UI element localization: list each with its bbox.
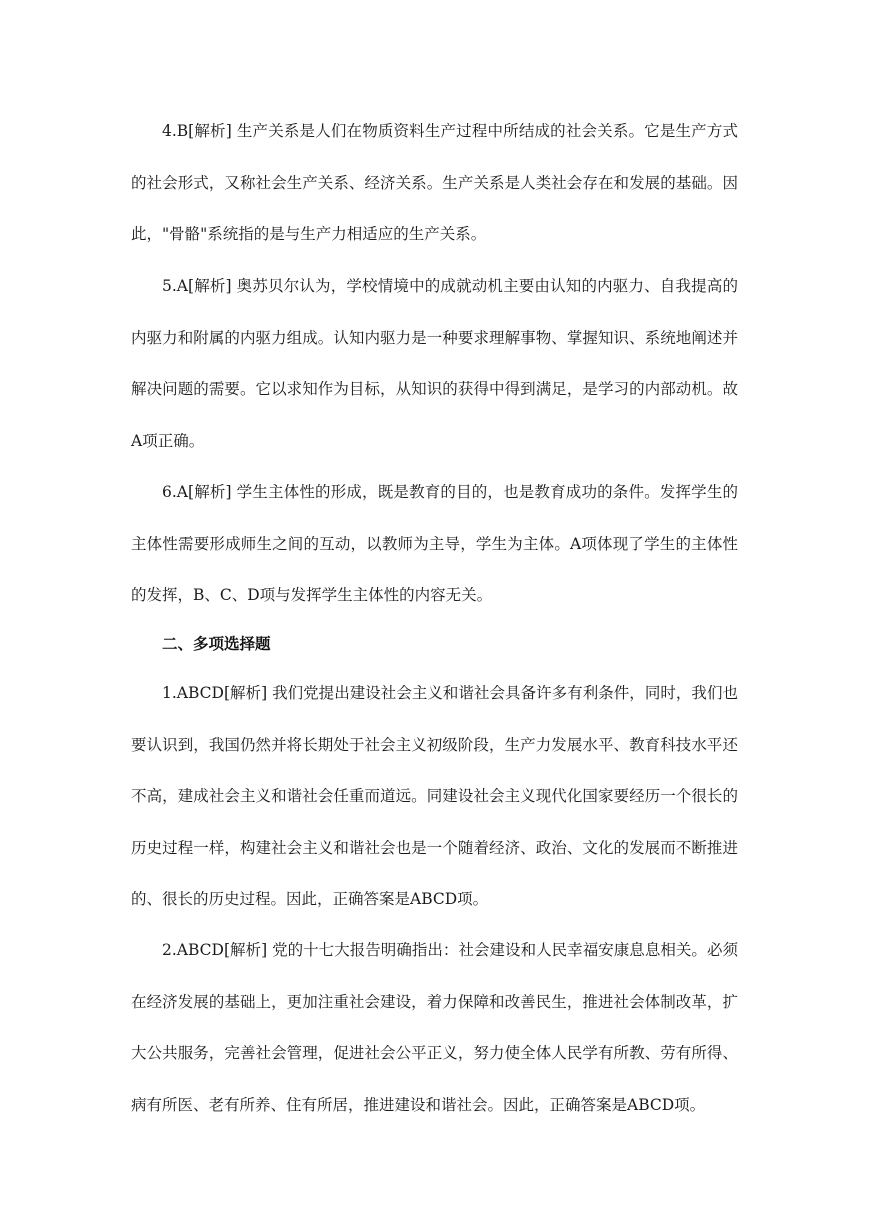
answer-paragraph-4: 4.B[解析] 生产关系是人们在物质资料生产过程中所结成的社会关系。它是生产方式的社会形式，又称社会生产关系、经济关系。生产关系是人类社会存在和发展的基础。因此，"骨骼"系统指的是与生产力相适应的生产关系。 xyxy=(131,122,738,243)
answer-paragraph-5: 5.A[解析] 奥苏贝尔认为，学校情境中的成就动机主要由认知的内驱力、自我提高的内驱力和附属的内驱力组成。认知内驱力是一种要求理解事物、掌握知识、系统地阐述并解决问题的需要。它以求知作为目标，从知识的获得中得到满足，是学习的内部动机。故A项正确。 xyxy=(131,277,738,450)
answer-paragraph-multi-2: 2.ABCD[解析] 党的十七大报告明确指出：社会建设和人民幸福安康息息相关。必须在经济发展的基础上，更加注重社会建设，着力保障和改善民生，推进社会体制改革，扩大公共服务，完善社会管理，促进社会公平正义，努力使全体人民学有所教、劳有所得、病有所医、老有所养、住有所居，推进建设和谐社会。因此，正确答案是ABCD项。 xyxy=(131,941,738,1114)
answer-paragraph-6: 6.A[解析] 学生主体性的形成，既是教育的目的，也是教育成功的条件。发挥学生的主体性需要形成师生之间的互动，以教师为主导，学生为主体。A项体现了学生的主体性的发挥，B、C、D项与发挥学生主体性的内容无关。 xyxy=(131,483,738,604)
answer-paragraph-multi-1: 1.ABCD[解析] 我们党提出建设社会主义和谐社会具备许多有利条件，同时，我们也要认识到，我国仍然并将长期处于社会主义初级阶段，生产力发展水平、教育科技水平还不高，建成社会主义和谐社会任重而道远。同建设社会主义现代化国家要经历一个很长的历史过程一样，构建社会主义和谐社会也是一个随着经济、政治、文化的发展而不断推进的、很长的历史过程。因此，正确答案是ABCD项。 xyxy=(131,684,738,908)
section-heading: 二、多项选择题 xyxy=(162,635,271,653)
